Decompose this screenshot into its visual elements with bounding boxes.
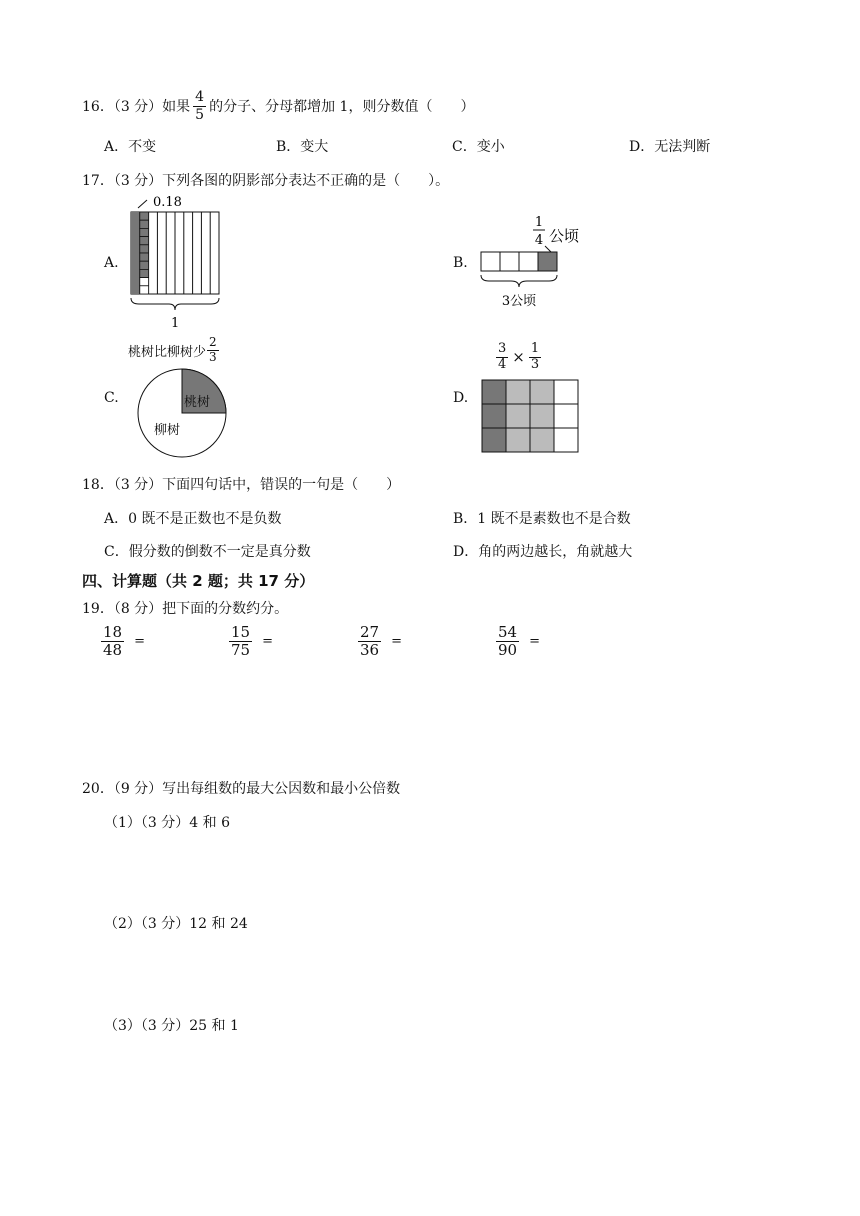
q19-frac-2-num: 15 — [231, 623, 251, 641]
q17-figure-c — [134, 368, 230, 458]
q19-frac-4-num: 54 — [498, 623, 518, 641]
fig-c-caption-text: 桃树比柳树少 — [128, 344, 207, 360]
fig-d-cell — [530, 428, 554, 452]
section-4-title: 四、计算题（共 2 题；共 17 分） — [82, 572, 315, 590]
fig-d-cell — [530, 404, 554, 428]
fig-d-f2-den: 3 — [530, 356, 540, 372]
q16-option-c[interactable]: C．变小 — [452, 139, 505, 155]
fig-d-cell — [530, 380, 554, 404]
q17-stem: 17．（3 分）下列各图的阴影部分表达不正确的是（ ）。 — [82, 173, 450, 189]
fig-d-f1-num: 3 — [498, 341, 507, 356]
fig-d-times: × — [512, 348, 525, 367]
q16-stem — [82, 86, 474, 126]
fig-c-frac-den: 3 — [209, 349, 217, 364]
fig-a-small-cell — [140, 278, 149, 286]
fig-d-cell — [506, 380, 530, 404]
fig-b-frac-den: 4 — [534, 233, 544, 248]
fig-c-frac-num: 2 — [209, 335, 217, 349]
q18-option-d[interactable]: D．角的两边越长，角就越大 — [453, 544, 633, 560]
fig-a-brace — [131, 298, 219, 310]
fig-b-cell-4-shaded — [538, 252, 557, 271]
fig-a-small-cell — [140, 237, 149, 245]
q19-frac-1-den: 48 — [103, 641, 123, 660]
q20-part-2: （2）（3 分）12 和 24 — [104, 916, 248, 932]
fig-a-small-cell — [140, 220, 149, 228]
fig-d-cell — [482, 380, 506, 404]
fig-a-top-label: 0.18 — [153, 195, 182, 210]
fig-d-cell — [506, 404, 530, 428]
fig-a-shaded-column — [131, 212, 140, 294]
q16-fraction — [193, 89, 206, 122]
fig-a-small-cell — [140, 269, 149, 277]
fig-a-bottom-label: 1 — [171, 316, 180, 331]
fig-d-cell — [506, 428, 530, 452]
q16-suffix: 的分子、分母都增加 1，则分数值（ ） — [209, 99, 475, 115]
fig-d-cell — [554, 380, 578, 404]
q19-eq-3: = — [391, 634, 402, 650]
q16-option-d[interactable]: D．无法判断 — [629, 139, 711, 155]
fig-a-small-cell — [140, 212, 149, 220]
fig-c-caption — [128, 336, 219, 365]
q17-figure-a — [125, 194, 225, 334]
fig-d-cell — [554, 404, 578, 428]
q18-option-c[interactable]: C．假分数的倒数不一定是真分数 — [104, 544, 311, 560]
fig-b-cell-1 — [481, 252, 500, 271]
fig-a-small-cell — [140, 228, 149, 236]
fig-b-brace — [481, 275, 557, 287]
fig-a-small-cell — [140, 245, 149, 253]
q17-figure-d — [480, 378, 580, 454]
fig-d-cell — [482, 428, 506, 452]
fig-d-caption — [496, 342, 541, 373]
fig-a-small-cell — [140, 253, 149, 261]
fig-b-cell-2 — [500, 252, 519, 271]
q19-frac-1 — [101, 624, 145, 660]
fig-a-pointer-line — [138, 200, 147, 208]
q19-frac-3-num: 27 — [360, 623, 380, 641]
fig-d-grid — [482, 380, 578, 452]
fig-d-f2-num: 1 — [530, 341, 540, 356]
q16-frac-den: 5 — [195, 106, 205, 123]
q19-frac-2-den: 75 — [231, 641, 251, 660]
q17-option-d-label[interactable]: D. — [453, 390, 469, 406]
q19-eq-1: = — [134, 634, 145, 650]
fig-c-caption-frac — [207, 336, 219, 365]
q20-stem: 20．（9 分）写出每组数的最大公因数和最小公倍数 — [82, 781, 401, 797]
fig-d-frac-2 — [529, 342, 541, 373]
fig-a-small-cell — [140, 261, 149, 269]
q16-option-b[interactable]: B．变大 — [276, 139, 329, 155]
q19-eq-4: = — [529, 634, 540, 650]
q18-option-a[interactable]: A．0 既不是正数也不是负数 — [104, 511, 282, 527]
q17-option-c-label[interactable]: C. — [104, 390, 119, 406]
fig-d-f1-den: 4 — [498, 356, 507, 372]
q16-prefix: 16．（3 分）如果 — [82, 99, 191, 115]
q19-frac-4-den: 90 — [498, 641, 518, 660]
fig-b-bottom-label: 3公顷 — [501, 294, 537, 309]
fig-a-small-cell — [140, 286, 149, 294]
fig-d-cell — [482, 404, 506, 428]
q18-stem: 18．（3 分）下面四句话中，错误的一句是（ ） — [82, 477, 401, 493]
q16-frac-num: 4 — [195, 89, 205, 106]
fig-c-sector-label: 桃树 — [184, 395, 211, 410]
q19-frac-1-num: 18 — [103, 623, 123, 641]
fig-d-cell — [554, 428, 578, 452]
q19-frac-3 — [358, 624, 402, 660]
q19-frac-2 — [229, 624, 273, 660]
q20-part-1: （1）（3 分）4 和 6 — [104, 815, 230, 831]
fig-b-frac-unit: 公顷 — [549, 227, 580, 245]
fig-d-frac-1 — [496, 342, 508, 373]
q19-frac-3-den: 36 — [360, 641, 380, 660]
q16-option-a[interactable]: A．不变 — [104, 139, 157, 155]
fig-b-cell-3 — [519, 252, 538, 271]
q17-option-a-label[interactable]: A. — [104, 255, 119, 271]
q19-frac-4 — [496, 624, 540, 660]
fig-c-rest-label: 柳树 — [154, 423, 181, 438]
q17-figure-b — [475, 212, 605, 312]
fig-b-pointer — [545, 246, 551, 252]
q19-stem: 19．（8 分）把下面的分数约分。 — [82, 601, 289, 617]
q17-option-b-label[interactable]: B. — [453, 255, 468, 271]
q19-eq-2: = — [262, 634, 273, 650]
fig-b-frac-num: 1 — [534, 215, 544, 230]
q18-option-b[interactable]: B．1 既不是素数也不是合数 — [453, 511, 631, 527]
q20-part-3: （3）（3 分）25 和 1 — [104, 1018, 239, 1034]
